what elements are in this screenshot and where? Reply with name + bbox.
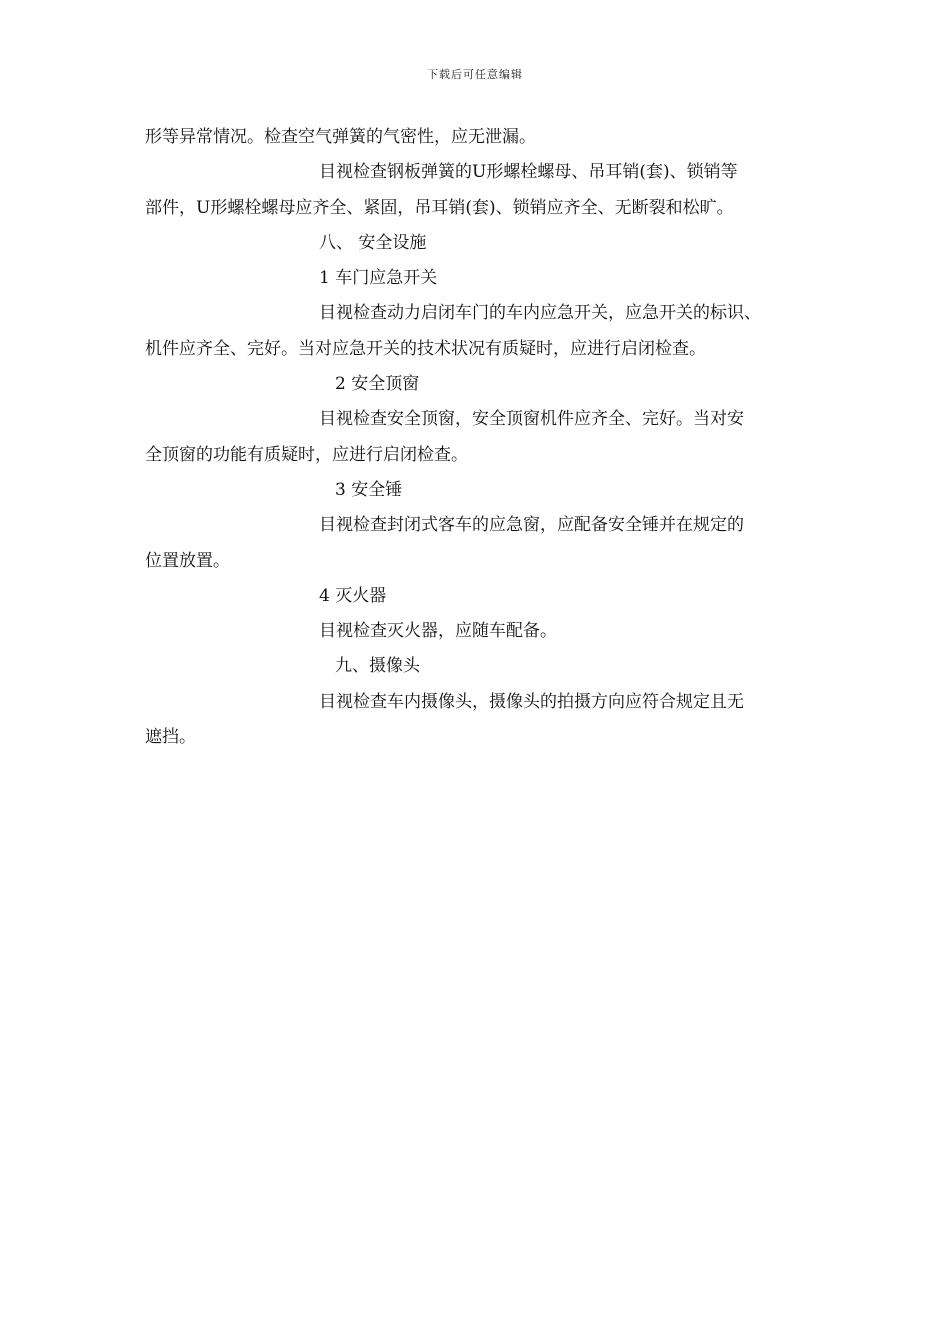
paragraph-line: 形等异常情况。检查空气弹簧的气密性，应无泄漏。: [145, 127, 536, 147]
section-heading: 九、摄像头: [335, 656, 420, 677]
subsection-heading: 1 车门应急开关: [319, 268, 438, 289]
paragraph-line: 目视检查钢板弹簧的U形螺栓螺母、吊耳销(套)、锁销等: [319, 162, 738, 183]
paragraph-line: 全顶窗的功能有质疑时，应进行启闭检查。: [145, 444, 468, 465]
document-body: [145, 120, 825, 755]
subsection-heading: 3 安全锤: [335, 479, 403, 500]
subsection-heading: 4 灭火器: [319, 585, 387, 606]
paragraph-line: 目视检查安全顶窗，安全顶窗机件应齐全、完好。当对安: [319, 409, 744, 430]
subsection-heading: 2 安全顶窗: [335, 374, 420, 395]
paragraph-line: 目视检查灭火器，应随车配备。: [319, 621, 557, 642]
paragraph-line: 目视检查车内摄像头，摄像头的拍摄方向应符合规定且无: [319, 691, 744, 712]
paragraph-line: 位置放置。: [145, 550, 230, 571]
page-header: 下载后可任意编辑: [427, 68, 523, 81]
section-heading: 八、 安全设施: [319, 232, 427, 253]
paragraph-line: 遮挡。: [145, 727, 196, 748]
paragraph-line: 目视检查动力启闭车门的车内应急开关，应急开关的标识、: [319, 303, 761, 324]
paragraph-line: 部件，U形螺栓螺母应齐全、紧固，吊耳销(套)、锁销应齐全、无断裂和松旷。: [145, 197, 734, 218]
paragraph-line: 目视检查封闭式客车的应急窗，应配备安全锤并在规定的: [319, 515, 744, 536]
paragraph-line: 机件应齐全、完好。当对应急开关的技术状况有质疑时，应进行启闭检查。: [145, 338, 706, 359]
